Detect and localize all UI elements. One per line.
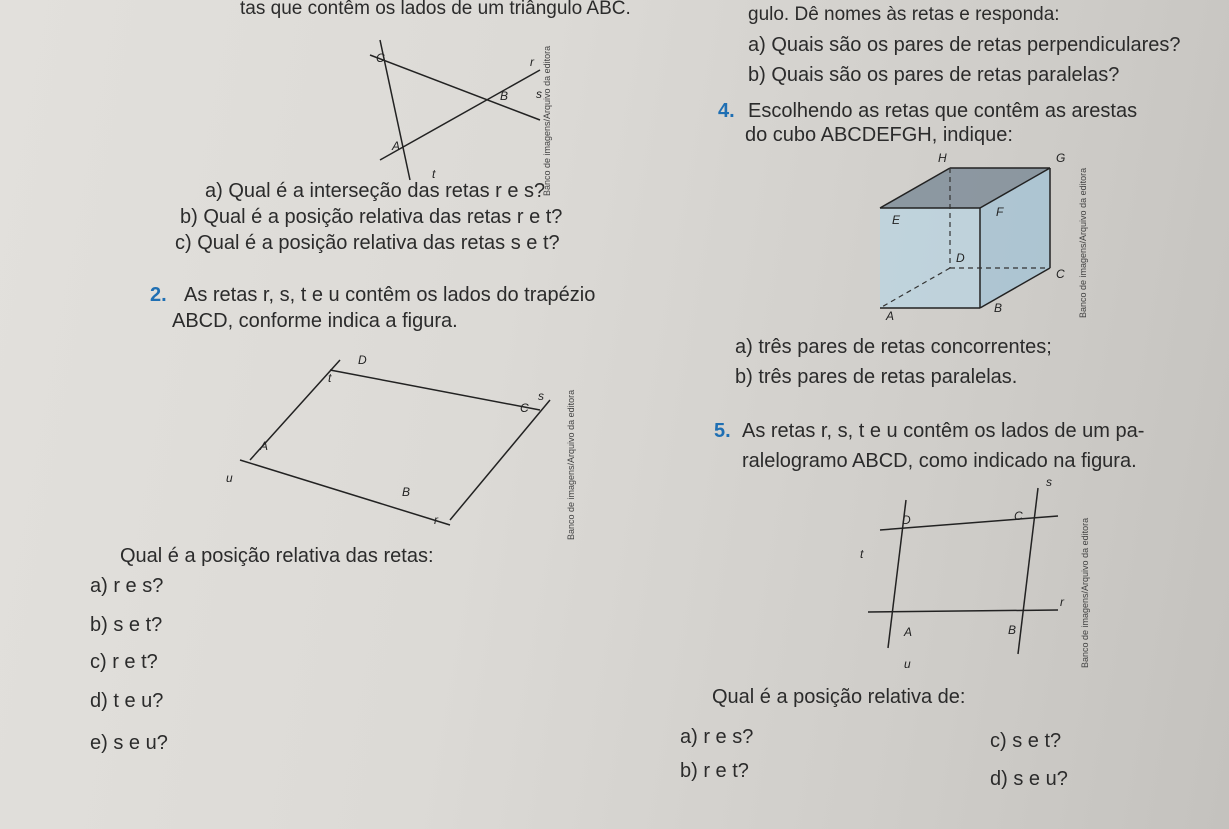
triangle-figure (340, 30, 560, 190)
q1-a: a) Qual é a interseção das retas r e s? (205, 180, 546, 202)
fig1-label-t: t (432, 167, 436, 181)
q5-line2: ralelogramo ABCD, como indicado na figura. (742, 450, 1137, 472)
q4-number: 4. (718, 100, 735, 122)
q5-item-b: b) r e t? (680, 760, 749, 782)
q5-item-c: c) s e t? (990, 730, 1062, 752)
fig2-credit: Banco de imagens/Arquivo da editora (566, 389, 576, 540)
fig3-label-e: E (892, 213, 901, 227)
q2-item-a: a) r e s? (90, 575, 164, 597)
q2-item-e: e) s e u? (90, 732, 168, 754)
q2-prompt: Qual é a posição relativa das retas: (120, 545, 434, 567)
fig3-label-g: G (1056, 151, 1066, 165)
fig1-label-b: B (500, 89, 509, 103)
q3-a: a) Quais são os pares de retas perpendiculares? (748, 34, 1181, 56)
line-s (380, 70, 540, 160)
q5-number: 5. (714, 420, 731, 442)
fig3-credit: Banco de imagens/Arquivo da editora (1078, 167, 1088, 318)
fig4-label-t: t (860, 547, 864, 561)
q5-prompt: Qual é a posição relativa de: (712, 686, 966, 708)
q4-line1: Escolhendo as retas que contêm as arestas (748, 100, 1138, 122)
q2-number: 2. (150, 284, 167, 306)
fig3-label-d: D (956, 251, 965, 265)
q2-item-c: c) r e t? (90, 651, 158, 673)
q4-a: a) três pares de retas concorrentes; (735, 336, 1052, 358)
q1-b: b) Qual é a posição relativa das retas r e t? (180, 206, 563, 228)
q3-b: b) Quais são os pares de retas paralelas? (748, 64, 1120, 86)
q2-line2: ABCD, conforme indica a figura. (172, 310, 458, 332)
q4-b: b) três pares de retas paralelas. (735, 366, 1018, 388)
q2-item-d: d) t e u? (90, 690, 164, 712)
fig2-label-b: B (402, 485, 411, 499)
cube-figure (870, 148, 1070, 328)
fig3-label-h: H (938, 151, 947, 165)
parallelogram-figure (858, 478, 1078, 668)
fig4-label-s: s (1046, 478, 1052, 489)
q2-item-b: b) s e t? (90, 614, 163, 636)
fig2-label-t: t (328, 371, 332, 385)
fig4-label-b: B (1008, 623, 1017, 637)
q5-item-d: d) s e u? (990, 768, 1068, 790)
q3-intro: gulo. Dê nomes às retas e responda: (748, 4, 1060, 25)
fig4-label-r: r (1060, 595, 1064, 609)
fig2-label-d: D (358, 353, 367, 367)
fig4-label-c: C (1014, 509, 1023, 523)
line-t (330, 370, 540, 410)
fig2-label-u: u (226, 471, 233, 485)
q1-c: c) Qual é a posição relativa das retas s e t? (175, 232, 560, 254)
fig2-label-s: s (538, 389, 544, 403)
top-left-intro: tas que contêm os lados de um triângulo ABC. (240, 0, 631, 19)
fig3-label-f: F (996, 205, 1004, 219)
fig1-credit: Banco de imagens/Arquivo da editora (542, 45, 552, 196)
fig3-label-b: B (994, 301, 1003, 315)
fig2-label-c: C (520, 401, 529, 415)
fig3-label-c: C (1056, 267, 1065, 281)
fig4-label-d: D (902, 513, 911, 527)
fig4-label-a: A (904, 625, 913, 639)
fig1-label-s: s (536, 87, 542, 101)
q4-line2: do cubo ABCDEFGH, indique: (745, 124, 1013, 146)
fig2-label-a: A (260, 439, 269, 453)
fig1-label-a: A (392, 139, 401, 153)
line-s (450, 400, 550, 520)
fig1-label-r: r (530, 55, 534, 69)
fig1-label-c: C (376, 51, 385, 65)
line-r (868, 610, 1058, 612)
line-r (240, 460, 450, 525)
fig2-label-r: r (434, 513, 438, 527)
fig4-label-u: u (904, 657, 911, 668)
trapezoid-figure (220, 350, 560, 540)
fig3-label-a: A (886, 309, 895, 323)
fig4-credit: Banco de imagens/Arquivo da editora (1080, 517, 1090, 668)
q2-line1: As retas r, s, t e u contêm os lados do trapézio (184, 284, 596, 306)
q5-item-a: a) r e s? (680, 726, 754, 748)
q5-line1: As retas r, s, t e u contêm os lados de um pa- (742, 420, 1145, 442)
